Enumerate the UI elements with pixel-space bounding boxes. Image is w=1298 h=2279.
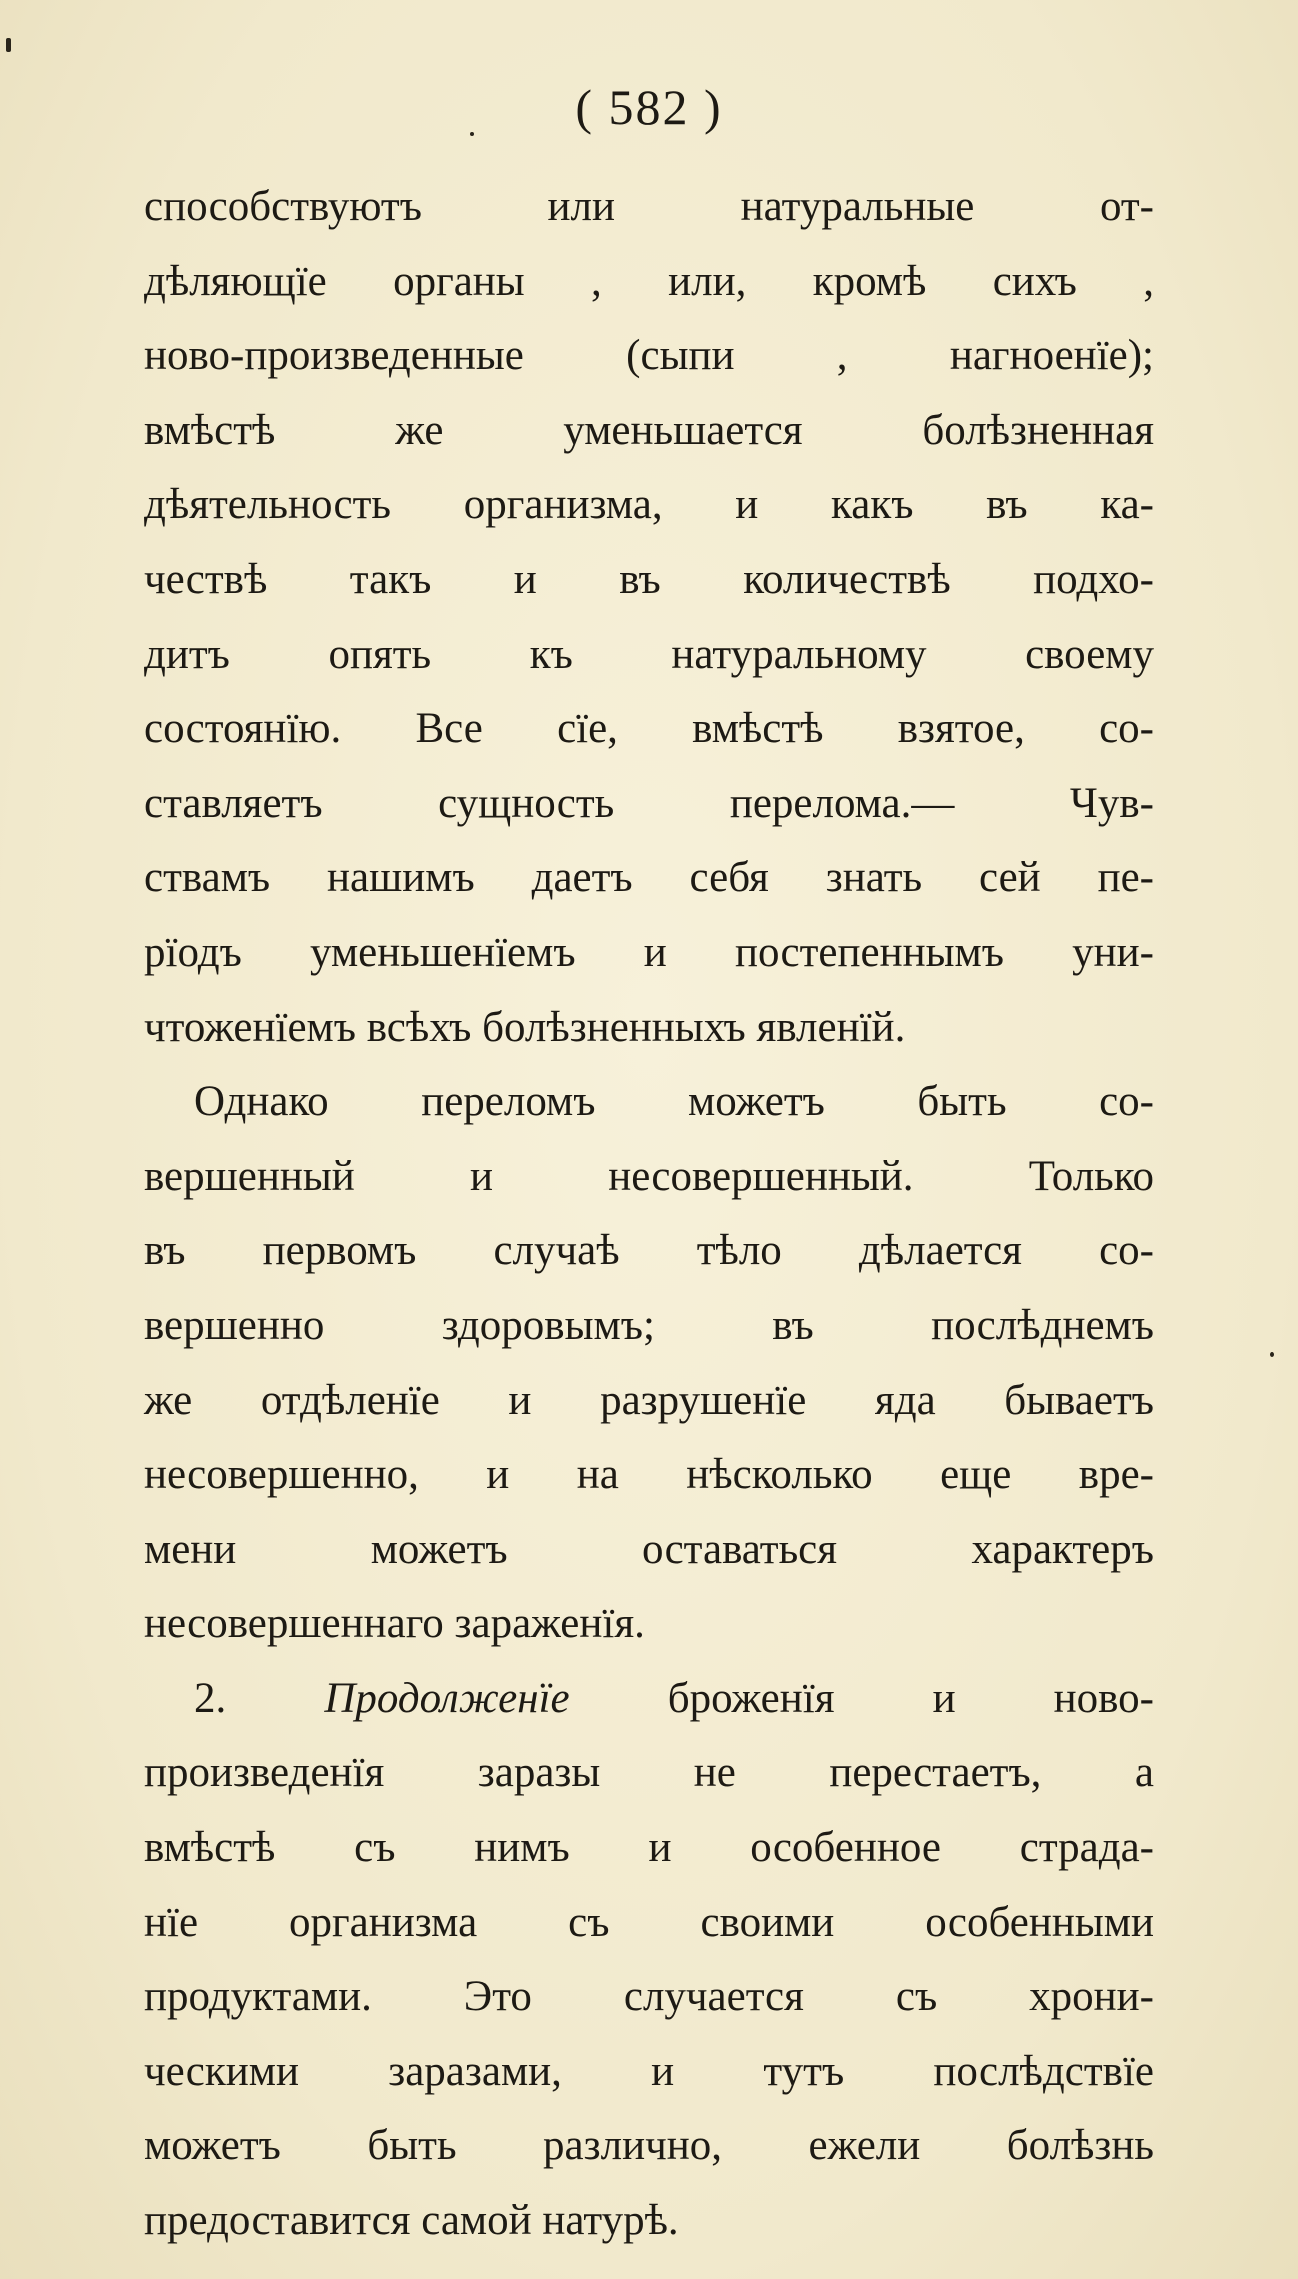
text-line: чествѣ такъ и въ количествѣ подхо- — [144, 555, 1154, 603]
ink-speck — [470, 132, 474, 136]
text-line: способствуютъ или натуральные от- — [144, 183, 1154, 230]
text-line: чтоженїемъ всѣхъ болѣзненныхъ явленїй. — [144, 1003, 906, 1051]
text-line: же отдѣленїе и разрушенїе яда бываетъ — [144, 1376, 1154, 1424]
item-number: 2. — [194, 1674, 227, 1722]
text-line: несовершенно, и на нѣсколько еще вре- — [144, 1451, 1154, 1499]
line-remainder: броженїя и ново- — [667, 1674, 1154, 1722]
text-line: Однако переломъ можетъ быть со- — [194, 1078, 1154, 1126]
text-line-numbered — [144, 1662, 1154, 1737]
text-line: дѣляющїе органы , или, кромѣ сихъ , — [144, 257, 1154, 305]
ink-speck — [6, 38, 11, 52]
text-line: дѣятельность организма, и какъ въ ка- — [144, 481, 1154, 529]
italic-term: Продолженїе — [324, 1674, 570, 1722]
text-line: вершенный и несовершенный. Только — [144, 1152, 1154, 1200]
text-line: вмѣстѣ же уменьшается болѣзненная — [144, 406, 1154, 454]
text-line: предоставится самой натурѣ. — [144, 2197, 679, 2245]
text-line: ново-произведенные (сыпи , нагноенїе); — [144, 332, 1154, 380]
text-line: вершенно здоровымъ; въ послѣднемъ — [144, 1301, 1154, 1349]
text-line: мени можетъ оставаться характеръ — [144, 1525, 1154, 1573]
text-line: произведенїя заразы не перестаетъ, а — [144, 1749, 1154, 1797]
text-line: продуктами. Это случается съ хрони- — [144, 1973, 1154, 2021]
text-line: состоянїю. Все сїе, вмѣстѣ взятое, со- — [144, 705, 1154, 753]
page-number: ( 582 ) — [575, 79, 723, 135]
text-line: вмѣстѣ съ нимъ и особенное страда- — [144, 1824, 1154, 1872]
text-line: можетъ быть различно, ежели болѣзнь — [144, 2122, 1154, 2170]
text-line: нїе организма съ своими особенными — [144, 1898, 1154, 1946]
text-line: несовершеннаго зараженїя. — [144, 1600, 645, 1648]
text-line: ствамъ нашимъ даетъ себя знать сей пе- — [144, 854, 1154, 902]
text-line: ставляетъ сущность перелома.— Чув- — [144, 779, 1154, 827]
text-line: ческими заразами, и тутъ послѣдствїе — [144, 2047, 1154, 2095]
body-text — [144, 170, 1154, 2259]
ink-speck — [1270, 1352, 1274, 1357]
text-line: рїодъ уменьшенїемъ и постепеннымъ уни- — [144, 928, 1154, 976]
text-line: дитъ опять къ натуральному своему — [144, 630, 1154, 678]
text-line: въ первомъ случаѣ тѣло дѣлается со- — [144, 1227, 1154, 1275]
